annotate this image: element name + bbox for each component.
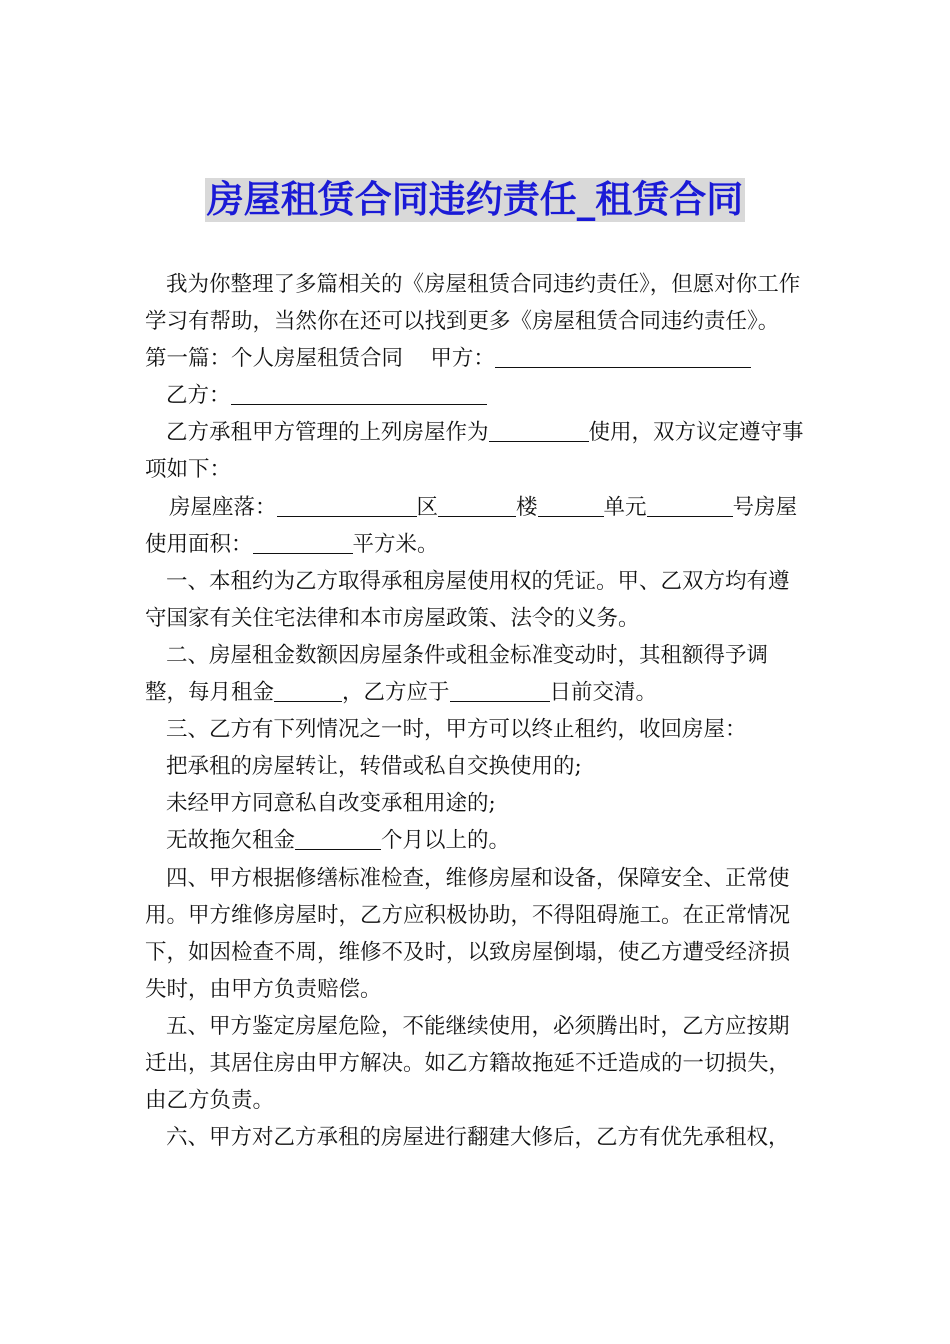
clause-5: 五、甲方鉴定房屋危险，不能继续使用，必须腾出时，乙方应按期迁出，其居住房由甲方解决。如乙方籍故拖延不迁造成的一切损失，由乙方负责。 xyxy=(145,1013,791,1114)
usage-clause-before: 乙方承租甲方管理的上列房屋作为 xyxy=(166,420,489,446)
due-date-blank xyxy=(450,680,550,703)
clause-4: 四、甲方根据修缮标准检查，维修房屋和设备，保障安全、正常使用。甲方维修房屋时，乙方应积极协助，不得阻碍施工。在正常情况下，如因检查不周，维修不及时，以致房屋倒塌，使乙方遭受经济损失时，由甲方负责赔偿。 xyxy=(145,865,791,1002)
clause-3-item-1: 把承租的房屋转让，转借或私自交换使用的; xyxy=(166,754,582,780)
party-b-line xyxy=(145,377,810,414)
district-blank xyxy=(438,494,516,517)
clause-2-part-2: ，乙方应于 xyxy=(342,680,450,706)
clause-2 xyxy=(145,637,810,711)
clause-3: 三、乙方有下列情况之一时，甲方可以终止租约，收回房屋： xyxy=(166,717,747,743)
location-paragraph xyxy=(145,489,810,563)
clause-2-part-3: 日前交清。 xyxy=(549,680,658,706)
usage-clause-after: 使用，双方议定遵守事项如下： xyxy=(145,420,804,483)
party-b-label: 乙方： xyxy=(166,383,231,409)
document-body xyxy=(145,266,810,1156)
first-article-line xyxy=(145,340,810,377)
arrears-months-blank xyxy=(295,828,381,851)
clause-2-part-1: 二、房屋租金数额因房屋条件或租金标准变动时，其租额得予调整，每月租金 xyxy=(145,642,769,706)
building-label: 楼 xyxy=(516,494,538,520)
number-label: 号房 xyxy=(732,494,776,520)
district-label: 区 xyxy=(416,494,439,520)
unit-label: 单元 xyxy=(603,494,647,520)
location-label: 房屋座落： xyxy=(169,494,277,520)
clause-3-item-3-after: 个月以上的。 xyxy=(381,828,511,854)
clause-1: 一、本租约为乙方取得承租房屋使用权的凭证。甲、乙双方均有遵守国家有关住宅法律和本市房屋政策、法令的义务。 xyxy=(145,568,790,631)
party-a-blank xyxy=(495,346,751,369)
first-article-heading: 第一篇：个人房屋租赁合同 xyxy=(145,346,404,372)
intro-paragraph: 我为你整理了多篇相关的《房屋租赁合同违约责任》，但愿对你工作学习有帮助，当然你在还可以找到更多《房屋租赁合同违约责任》。 xyxy=(145,272,801,335)
usage-clause xyxy=(145,414,810,488)
rent-blank xyxy=(274,680,342,703)
area-blank xyxy=(253,531,353,554)
document-title: 房屋租赁合同违约责任_租赁合同 xyxy=(206,178,744,221)
title-container xyxy=(0,178,950,222)
usage-blank xyxy=(489,420,589,443)
clause-3-item-3 xyxy=(145,822,810,859)
unit-blank xyxy=(647,494,733,517)
building-blank xyxy=(538,494,604,517)
area-label: 屋使用面积： xyxy=(145,494,798,557)
area-unit: 平方米。 xyxy=(352,531,439,557)
clause-6: 六、甲方对乙方承租的房屋进行翻建大修后，乙方有优先承租权， xyxy=(166,1125,790,1151)
party-a-label: 甲方： xyxy=(430,346,495,372)
clause-3-item-3-before: 无故拖欠租金 xyxy=(166,828,296,854)
location-blank xyxy=(277,494,417,517)
clause-3-item-2: 未经甲方同意私自改变承租用途的; xyxy=(166,791,496,817)
party-b-blank xyxy=(231,383,487,406)
